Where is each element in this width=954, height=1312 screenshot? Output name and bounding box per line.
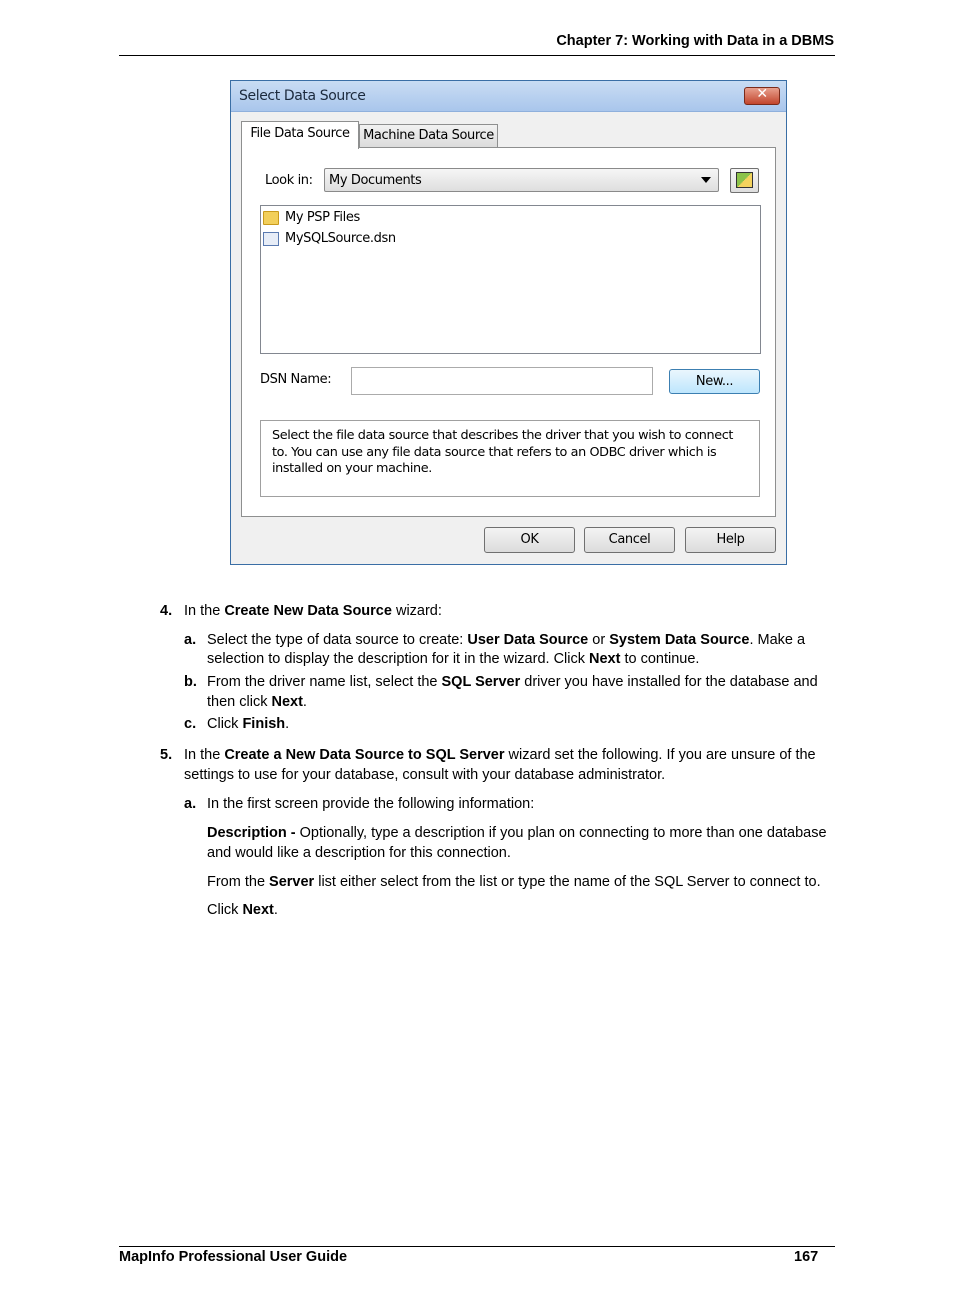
substep-letter: c. — [184, 716, 197, 732]
description-text: Select the file data source that describes the driver that you wish to connect to. You can use any file data source that refers to an ODBC driver which is installed on your machine. — [272, 428, 733, 476]
step-5-line2: settings to use for your database, consult with your database administrator. — [184, 767, 666, 783]
cancel-button[interactable] — [584, 527, 675, 553]
substep-letter: a. — [184, 796, 197, 812]
step-4c-text: Click Finish. — [207, 716, 290, 732]
server-para: From the Server list either select from the list or type the name of the SQL Server to connect to. — [207, 874, 821, 890]
substep-letter: b. — [184, 674, 197, 690]
step-4a-line2: selection to display the description for it in the wizard. Click Next to continue. — [207, 651, 700, 667]
step-5a-text: In the first screen provide the following information: — [207, 796, 535, 812]
help-button-label: Help — [716, 532, 745, 547]
up-folder-icon — [736, 172, 753, 188]
look-in-select[interactable] — [324, 168, 719, 192]
page-number: 167 — [794, 1249, 819, 1265]
step-number: 5. — [160, 747, 173, 763]
dsn-name-label: DSN Name: — [260, 372, 332, 387]
tab-file-data-source[interactable] — [241, 121, 359, 149]
folder-icon — [263, 211, 279, 225]
substep-letter: a. — [184, 632, 197, 648]
dialog-titlebar — [231, 81, 786, 112]
step-4-text: In the Create New Data Source wizard: — [184, 603, 442, 619]
tab-panel — [241, 147, 776, 517]
dialog-title: Select Data Source — [239, 88, 366, 104]
step-number: 4. — [160, 603, 173, 619]
step-4b-line2: then click Next. — [207, 694, 307, 710]
tab-label: Machine Data Source — [363, 128, 494, 143]
file-name: My PSP Files — [285, 210, 360, 225]
close-icon: ✕ — [756, 86, 768, 102]
ok-button[interactable] — [484, 527, 575, 553]
chapter-header: Chapter 7: Working with Data in a DBMS — [556, 33, 834, 49]
step-4b-line1: From the driver name list, select the SQL Server driver you have installed for the database and — [207, 674, 818, 690]
footer-rule — [119, 1246, 835, 1247]
ok-button-label: OK — [520, 532, 539, 547]
dsn-name-input[interactable] — [351, 367, 653, 395]
step-5-line1: In the Create a New Data Source to SQL Server wizard set the following. If you are unsure of the — [184, 747, 816, 763]
look-in-value: My Documents — [329, 173, 422, 188]
cancel-button-label: Cancel — [608, 532, 651, 547]
tab-label: File Data Source — [250, 126, 350, 141]
click-next-para: Click Next. — [207, 902, 278, 918]
header-rule — [119, 55, 835, 56]
up-folder-button[interactable] — [730, 168, 759, 193]
description-para-line1: Description - Optionally, type a description if you plan on connecting to more than one database — [207, 825, 827, 841]
new-button[interactable] — [669, 369, 760, 394]
new-button-label: New... — [695, 374, 734, 389]
look-in-label: Look in: — [265, 173, 313, 188]
file-name: MySQLSource.dsn — [285, 231, 396, 246]
close-button[interactable] — [744, 87, 780, 105]
description-box — [260, 420, 760, 497]
file-list[interactable] — [260, 205, 761, 354]
help-button[interactable] — [685, 527, 776, 553]
tab-machine-data-source[interactable] — [359, 124, 498, 147]
dsn-file-icon — [263, 232, 279, 246]
description-para-line2: and would like a description for this connection. — [207, 845, 511, 861]
select-data-source-dialog — [230, 80, 787, 565]
footer-title: MapInfo Professional User Guide — [119, 1249, 348, 1265]
chevron-down-icon — [701, 177, 711, 183]
step-4a-line1: Select the type of data source to create: User Data Source or System Data Source. Make a — [207, 632, 806, 648]
